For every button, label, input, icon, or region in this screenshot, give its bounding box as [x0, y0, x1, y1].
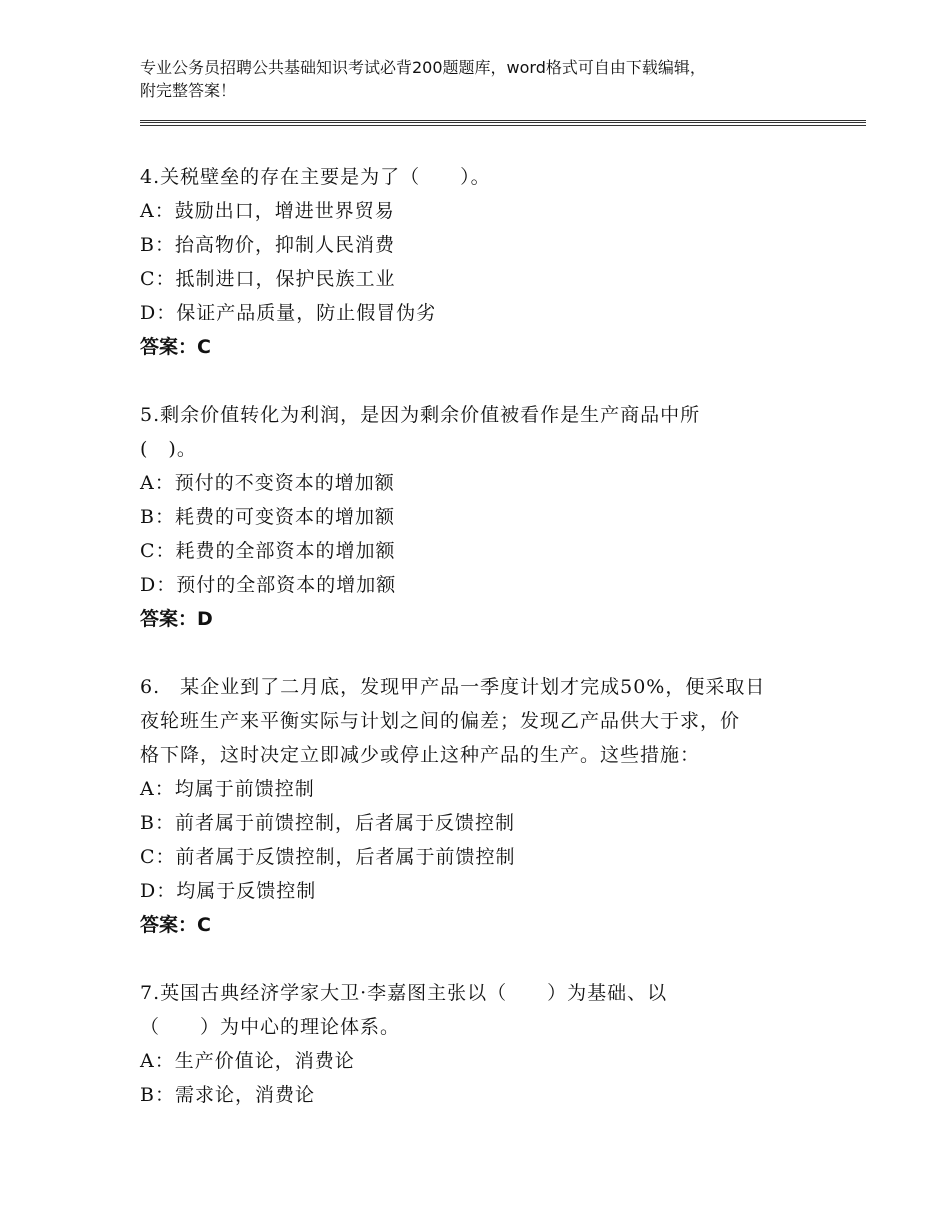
option-d: D：均属于反馈控制 — [140, 880, 317, 902]
question-4 — [140, 160, 830, 364]
question-stem: 4.关税壁垒的存在主要是为了（ ）。 — [140, 166, 491, 188]
option-b: B：需求论，消费论 — [140, 1084, 315, 1106]
question-7 — [140, 976, 830, 1112]
option-b: B：前者属于前馈控制，后者属于反馈控制 — [140, 812, 515, 834]
question-stem-continued: （ ）为中心的理论体系。 — [140, 1016, 401, 1038]
option-c: C：抵制进口，保护民族工业 — [140, 268, 396, 290]
option-b: B：抬高物价，抑制人民消费 — [140, 234, 395, 256]
option-a: A：预付的不变资本的增加额 — [140, 472, 395, 494]
header-line-2: 附完整答案！ — [140, 81, 237, 100]
question-list — [140, 160, 830, 1146]
answer-label: 答案：D — [140, 608, 213, 630]
question-6 — [140, 670, 830, 942]
header-line-1: 专业公务员招聘公共基础知识考试必背200题题库，word格式可自由下载编辑， — [140, 58, 706, 77]
option-d: D：预付的全部资本的增加额 — [140, 574, 397, 596]
option-a: A：鼓励出口，增进世界贸易 — [140, 200, 395, 222]
page-header — [140, 56, 830, 102]
option-d: D：保证产品质量，防止假冒伪劣 — [140, 302, 437, 324]
question-5 — [140, 398, 830, 636]
option-a: A：均属于前馈控制 — [140, 778, 315, 800]
question-stem: 7.英国古典经济学家大卫·李嘉图主张以（ ）为基础、以 — [140, 982, 668, 1004]
question-stem-continued: 格下降，这时决定立即减少或停止这种产品的生产。这些措施： — [140, 744, 701, 766]
question-stem: 6. 某企业到了二月底，发现甲产品一季度计划才完成50%，便采取日 — [140, 676, 766, 698]
question-stem-continued: 夜轮班生产来平衡实际与计划之间的偏差；发现乙产品供大于求，价 — [140, 710, 741, 732]
option-c: C：前者属于反馈控制，后者属于前馈控制 — [140, 846, 516, 868]
option-a: A：生产价值论，消费论 — [140, 1050, 355, 1072]
header-divider — [140, 120, 866, 126]
answer-label: 答案：C — [140, 336, 211, 358]
option-c: C：耗费的全部资本的增加额 — [140, 540, 396, 562]
answer-label: 答案：C — [140, 914, 211, 936]
option-b: B：耗费的可变资本的增加额 — [140, 506, 395, 528]
question-stem-continued: ( )。 — [140, 438, 197, 460]
question-stem: 5.剩余价值转化为利润，是因为剩余价值被看作是生产商品中所 — [140, 404, 701, 426]
